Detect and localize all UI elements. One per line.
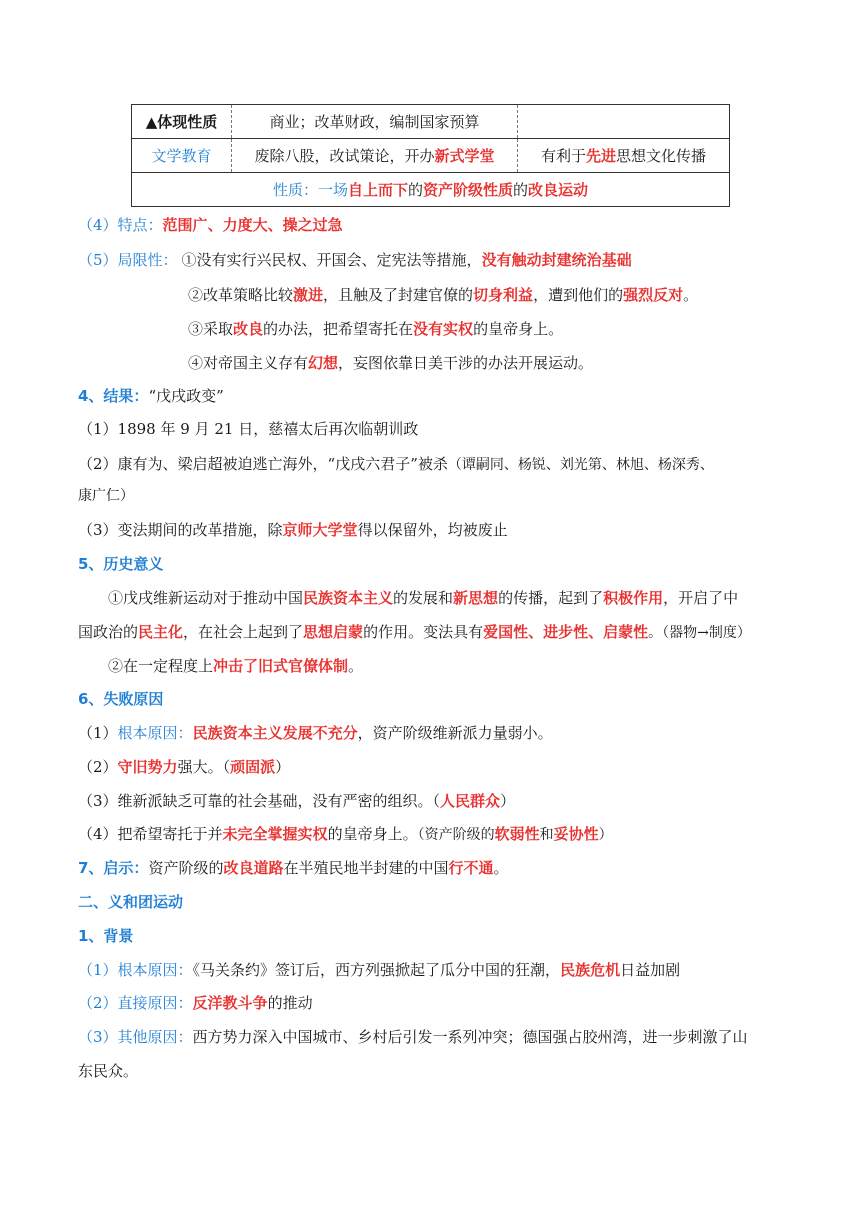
failure-heading: 6、失败原因 bbox=[78, 690, 164, 708]
highlight: 幻想 bbox=[308, 354, 339, 372]
text: （资产阶级的 bbox=[417, 827, 495, 843]
text: （4）把希望寄托于并 bbox=[78, 825, 223, 843]
text: ，资产阶级维新派力量弱小。 bbox=[357, 724, 553, 742]
highlight: 妥协性 bbox=[553, 825, 599, 843]
text: 的皇帝身上。 bbox=[473, 320, 564, 338]
reform-summary-table bbox=[131, 104, 730, 207]
text: ，遭到他们的 bbox=[533, 286, 624, 304]
highlight: 改良 bbox=[233, 320, 264, 338]
highlight: 新式学堂 bbox=[434, 147, 495, 165]
text: 性质：一场 bbox=[272, 181, 348, 199]
text: （3）维新派缺乏可靠的社会基础，没有严密的组织。（ bbox=[78, 792, 441, 810]
highlight: 积极作用 bbox=[603, 589, 664, 607]
highlight: 反洋教斗争 bbox=[192, 994, 268, 1012]
text: ④对帝国主义存有 bbox=[188, 354, 309, 372]
result-item-2-cont: 康广仁） bbox=[78, 488, 134, 504]
highlight: 爱国性 bbox=[483, 623, 529, 641]
highlight: 强烈反对 bbox=[623, 286, 684, 304]
text: ①戊戌维新运动对于推动中国 bbox=[108, 589, 304, 607]
text: 。 bbox=[493, 859, 509, 877]
text: 国政治的 bbox=[78, 623, 139, 641]
text: ②在一定程度上 bbox=[108, 657, 214, 675]
highlight: 资产阶级性质 bbox=[423, 181, 514, 199]
text: （2）康有为、梁启超被迫逃亡海外，“戊戌六君子”被杀 bbox=[78, 455, 448, 473]
background-heading: 1、背景 bbox=[78, 927, 134, 945]
text: 日益加剧 bbox=[620, 961, 681, 979]
text: ，妄图依靠日美干涉的办法开展运动。 bbox=[338, 354, 594, 372]
background-item-1 bbox=[78, 959, 680, 981]
highlight: 、 bbox=[588, 623, 604, 641]
limits-line-4 bbox=[188, 352, 593, 374]
text: 《马关条约》签订后，西方列强掀起了瓜分中国的狂潮， bbox=[192, 961, 561, 979]
label: （2）直接原因： bbox=[78, 994, 193, 1012]
label: 根本原因： bbox=[117, 724, 193, 742]
highlight: 范围广 bbox=[162, 216, 208, 234]
text: ） bbox=[598, 827, 613, 843]
highlight: 民主化 bbox=[138, 623, 184, 641]
text: ） bbox=[500, 792, 516, 810]
limits-line-2 bbox=[188, 284, 698, 306]
text: 废除八股，改试策论，开办 bbox=[254, 147, 435, 165]
highlight: 、 bbox=[528, 623, 544, 641]
failure-item-3 bbox=[78, 790, 515, 812]
highlight: 民族资本主义发展不充分 bbox=[192, 724, 358, 742]
table-cell-effect bbox=[518, 139, 730, 173]
heading: 4、结果： bbox=[78, 387, 149, 405]
heading: 7、启示： bbox=[78, 859, 149, 877]
highlight: 力度大 bbox=[222, 216, 268, 234]
highlight: 新思想 bbox=[453, 589, 499, 607]
text: 强大。（ bbox=[177, 758, 231, 776]
highlight: 没有实权 bbox=[413, 320, 474, 338]
text: 。 bbox=[683, 286, 699, 304]
text: 资产阶级的 bbox=[148, 859, 224, 877]
label: （4）特点： bbox=[78, 216, 163, 234]
text: ②改革策略比较 bbox=[188, 286, 294, 304]
text: 的 bbox=[513, 181, 529, 199]
text: （1） bbox=[78, 724, 118, 742]
highlight: 激进 bbox=[293, 286, 324, 304]
text: ③采取 bbox=[188, 320, 234, 338]
text: 。（器物→制度） bbox=[648, 625, 751, 641]
text: 的办法，把希望寄托在 bbox=[263, 320, 414, 338]
table-row bbox=[132, 173, 730, 207]
highlight: 思想启蒙 bbox=[303, 623, 364, 641]
text: 的作用。变法具有 bbox=[363, 623, 484, 641]
section-heading-boxer: 二、义和团运动 bbox=[78, 893, 184, 911]
highlight: 改良运动 bbox=[528, 181, 589, 199]
text: 的 bbox=[407, 181, 423, 199]
highlight: 守旧势力 bbox=[117, 758, 178, 776]
label: （5）局限性： bbox=[78, 251, 178, 269]
highlight: 顽固派 bbox=[230, 758, 276, 776]
result-item-2 bbox=[78, 453, 714, 476]
highlight: 软弱性 bbox=[494, 825, 540, 843]
limits-line-1 bbox=[78, 249, 632, 271]
text: ，开启了中 bbox=[663, 589, 739, 607]
result-item-3 bbox=[78, 519, 508, 541]
table-row bbox=[132, 105, 730, 139]
significance-heading: 5、历史意义 bbox=[78, 555, 164, 573]
text: 。 bbox=[348, 657, 364, 675]
text: “戊戌政变” bbox=[148, 387, 224, 405]
highlight: 操之过急 bbox=[282, 216, 343, 234]
table-cell-effect bbox=[518, 105, 730, 139]
text: ） bbox=[275, 758, 291, 776]
text: 在半殖民地半封建的中国 bbox=[283, 859, 449, 877]
text: 的传播，起到了 bbox=[498, 589, 604, 607]
text: （2） bbox=[78, 758, 118, 776]
text: 思想文化传播 bbox=[616, 147, 707, 165]
table-cell-nature bbox=[132, 173, 730, 207]
highlight: 未完全掌握实权 bbox=[222, 825, 328, 843]
highlight: 改良道路 bbox=[223, 859, 284, 877]
failure-item-2 bbox=[78, 756, 290, 778]
text: 西方势力深入中国城市、乡村后引发一系列冲突；德国强占胶州湾，进一步刺激了山 bbox=[192, 1028, 748, 1046]
highlight: 先进 bbox=[585, 147, 616, 165]
label: （1）根本原因： bbox=[78, 961, 193, 979]
failure-item-1 bbox=[78, 722, 553, 744]
significance-item-1 bbox=[108, 587, 738, 609]
highlight: 行不通 bbox=[448, 859, 494, 877]
highlight: 、 bbox=[207, 216, 223, 234]
text: 的皇帝身上。 bbox=[327, 825, 418, 843]
background-item-3-cont: 东民众。 bbox=[78, 1062, 139, 1080]
limits-line-3 bbox=[188, 318, 563, 340]
highlight: 、 bbox=[267, 216, 283, 234]
text: ，且触及了封建官僚的 bbox=[323, 286, 474, 304]
table-cell-measures: 商业；改革财政，编制国家预算 bbox=[232, 105, 518, 139]
background-item-3 bbox=[78, 1026, 748, 1048]
table-row bbox=[132, 139, 730, 173]
highlight: 京师大学堂 bbox=[282, 521, 358, 539]
text: （3）变法期间的改革措施，除 bbox=[78, 521, 283, 539]
result-heading bbox=[78, 385, 224, 407]
label: （3）其他原因： bbox=[78, 1028, 193, 1046]
lesson-line bbox=[78, 857, 509, 879]
highlight: 民族危机 bbox=[560, 961, 621, 979]
highlight: 民族资本主义 bbox=[303, 589, 394, 607]
text: 和 bbox=[539, 827, 554, 843]
table-cell-measures bbox=[232, 139, 518, 173]
background-item-2 bbox=[78, 992, 313, 1014]
highlight: 启蒙性 bbox=[603, 623, 649, 641]
text: （谭嗣同、杨锐、刘光第、林旭、杨深秀、 bbox=[447, 457, 714, 473]
text: 的发展和 bbox=[393, 589, 454, 607]
text: ，在社会上起到了 bbox=[183, 623, 304, 641]
failure-item-4 bbox=[78, 823, 613, 846]
table-cell-category: ▲体现性质 bbox=[132, 105, 232, 139]
features-line bbox=[78, 214, 343, 236]
highlight: 切身利益 bbox=[473, 286, 534, 304]
significance-item-1-cont bbox=[78, 621, 751, 644]
text: ①没有实行兴民权、开国会、定宪法等措施， bbox=[181, 251, 482, 269]
highlight: 没有触动封建统治基础 bbox=[481, 251, 632, 269]
text: 的推动 bbox=[267, 994, 313, 1012]
significance-item-2 bbox=[108, 655, 363, 677]
highlight: 自上而下 bbox=[347, 181, 408, 199]
table-cell-category: 文学教育 bbox=[132, 139, 232, 173]
highlight: 冲击了旧式官僚体制 bbox=[213, 657, 349, 675]
highlight: 进步性 bbox=[543, 623, 589, 641]
text: 得以保留外，均被废止 bbox=[357, 521, 508, 539]
text: 有利于 bbox=[540, 147, 586, 165]
highlight: 人民群众 bbox=[440, 792, 501, 810]
result-item-1: （1）1898 年 9 月 21 日，慈禧太后再次临朝训政 bbox=[78, 420, 419, 438]
